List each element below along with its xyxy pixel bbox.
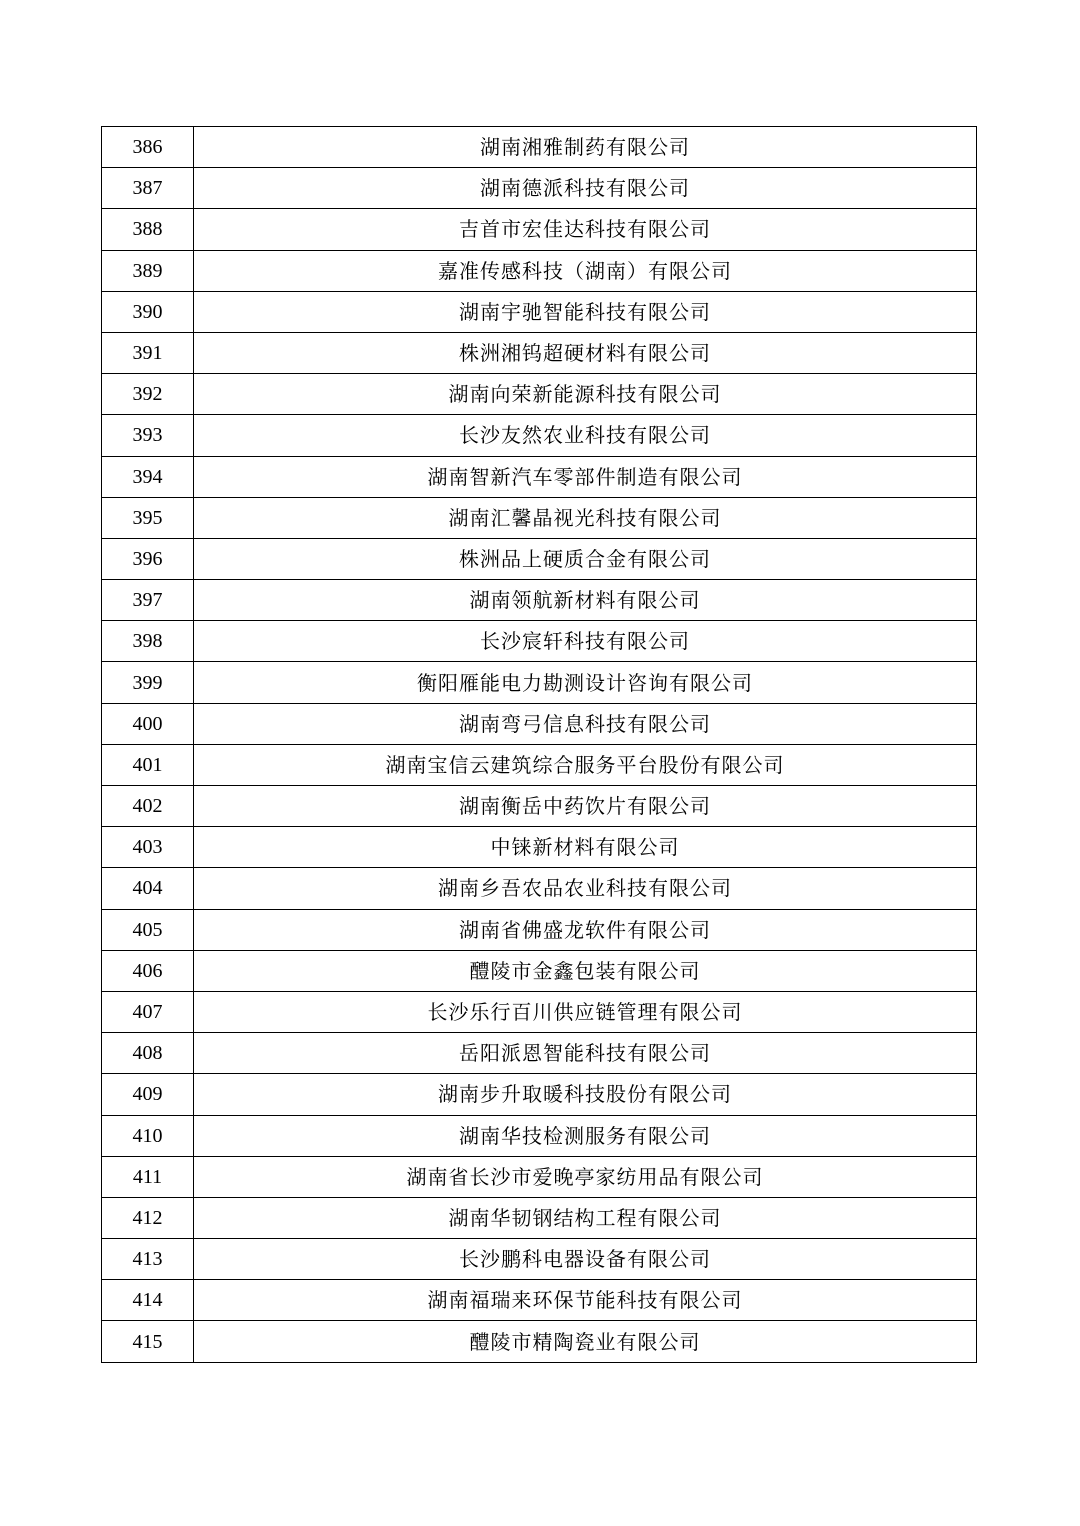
table-row — [102, 991, 977, 1032]
company-name-cell: 湖南汇馨晶视光科技有限公司 — [194, 497, 977, 538]
table-row — [102, 168, 977, 209]
table-body — [102, 127, 977, 1363]
company-name-cell: 株洲品上硬质合金有限公司 — [194, 538, 977, 579]
table-row — [102, 580, 977, 621]
row-number-cell: 397 — [102, 580, 194, 621]
row-number-cell: 404 — [102, 868, 194, 909]
table-row — [102, 827, 977, 868]
company-name-cell: 长沙友然农业科技有限公司 — [194, 415, 977, 456]
row-number-cell: 408 — [102, 1033, 194, 1074]
table-row — [102, 127, 977, 168]
table-row — [102, 703, 977, 744]
table-row — [102, 621, 977, 662]
company-list-table — [101, 126, 977, 1363]
table-row — [102, 1321, 977, 1362]
company-name-cell: 中铼新材料有限公司 — [194, 827, 977, 868]
row-number-cell: 415 — [102, 1321, 194, 1362]
table-row — [102, 909, 977, 950]
table-row — [102, 415, 977, 456]
company-name-cell: 湖南福瑞来环保节能科技有限公司 — [194, 1280, 977, 1321]
company-name-cell: 湖南省佛盛龙软件有限公司 — [194, 909, 977, 950]
row-number-cell: 412 — [102, 1197, 194, 1238]
company-name-cell: 湖南宇驰智能科技有限公司 — [194, 291, 977, 332]
table-row — [102, 1115, 977, 1156]
table-row — [102, 538, 977, 579]
company-name-cell: 湖南华韧钢结构工程有限公司 — [194, 1197, 977, 1238]
row-number-cell: 395 — [102, 497, 194, 538]
row-number-cell: 398 — [102, 621, 194, 662]
company-name-cell: 湖南乡吾农品农业科技有限公司 — [194, 868, 977, 909]
row-number-cell: 388 — [102, 209, 194, 250]
company-name-cell: 长沙乐行百川供应链管理有限公司 — [194, 991, 977, 1032]
company-name-cell: 嘉准传感科技（湖南）有限公司 — [194, 250, 977, 291]
company-name-cell: 湖南智新汽车零部件制造有限公司 — [194, 456, 977, 497]
company-name-cell: 湖南湘雅制药有限公司 — [194, 127, 977, 168]
table-row — [102, 1033, 977, 1074]
company-name-cell: 长沙鹏科电器设备有限公司 — [194, 1239, 977, 1280]
row-number-cell: 389 — [102, 250, 194, 291]
row-number-cell: 405 — [102, 909, 194, 950]
row-number-cell: 407 — [102, 991, 194, 1032]
table-row — [102, 744, 977, 785]
row-number-cell: 387 — [102, 168, 194, 209]
company-name-cell: 湖南省长沙市爱晚亭家纺用品有限公司 — [194, 1156, 977, 1197]
company-name-cell: 湖南宝信云建筑综合服务平台股份有限公司 — [194, 744, 977, 785]
table-row — [102, 332, 977, 373]
row-number-cell: 391 — [102, 332, 194, 373]
table-row — [102, 1197, 977, 1238]
row-number-cell: 390 — [102, 291, 194, 332]
table-row — [102, 291, 977, 332]
company-name-cell: 湖南德派科技有限公司 — [194, 168, 977, 209]
table-row — [102, 1239, 977, 1280]
row-number-cell: 399 — [102, 662, 194, 703]
company-name-cell: 醴陵市金鑫包装有限公司 — [194, 950, 977, 991]
table-row — [102, 456, 977, 497]
row-number-cell: 402 — [102, 786, 194, 827]
table-row — [102, 950, 977, 991]
company-name-cell: 湖南弯弓信息科技有限公司 — [194, 703, 977, 744]
company-name-cell: 湖南步升取暖科技股份有限公司 — [194, 1074, 977, 1115]
table-row — [102, 1074, 977, 1115]
table-row — [102, 786, 977, 827]
table-row — [102, 209, 977, 250]
table-row — [102, 1280, 977, 1321]
table-row — [102, 662, 977, 703]
row-number-cell: 393 — [102, 415, 194, 456]
company-name-cell: 湖南向荣新能源科技有限公司 — [194, 374, 977, 415]
row-number-cell: 401 — [102, 744, 194, 785]
row-number-cell: 410 — [102, 1115, 194, 1156]
table-row — [102, 250, 977, 291]
table-row — [102, 497, 977, 538]
table-row — [102, 374, 977, 415]
row-number-cell: 396 — [102, 538, 194, 579]
row-number-cell: 411 — [102, 1156, 194, 1197]
table-row — [102, 1156, 977, 1197]
row-number-cell: 400 — [102, 703, 194, 744]
row-number-cell: 403 — [102, 827, 194, 868]
company-name-cell: 岳阳派恩智能科技有限公司 — [194, 1033, 977, 1074]
company-name-cell: 醴陵市精陶瓷业有限公司 — [194, 1321, 977, 1362]
row-number-cell: 386 — [102, 127, 194, 168]
row-number-cell: 409 — [102, 1074, 194, 1115]
company-name-cell: 衡阳雁能电力勘测设计咨询有限公司 — [194, 662, 977, 703]
row-number-cell: 392 — [102, 374, 194, 415]
row-number-cell: 414 — [102, 1280, 194, 1321]
company-name-cell: 株洲湘钨超硬材料有限公司 — [194, 332, 977, 373]
company-name-cell: 湖南衡岳中药饮片有限公司 — [194, 786, 977, 827]
row-number-cell: 394 — [102, 456, 194, 497]
company-name-cell: 湖南领航新材料有限公司 — [194, 580, 977, 621]
table-row — [102, 868, 977, 909]
company-name-cell: 长沙宸轩科技有限公司 — [194, 621, 977, 662]
row-number-cell: 406 — [102, 950, 194, 991]
company-name-cell: 湖南华技检测服务有限公司 — [194, 1115, 977, 1156]
company-name-cell: 吉首市宏佳达科技有限公司 — [194, 209, 977, 250]
row-number-cell: 413 — [102, 1239, 194, 1280]
